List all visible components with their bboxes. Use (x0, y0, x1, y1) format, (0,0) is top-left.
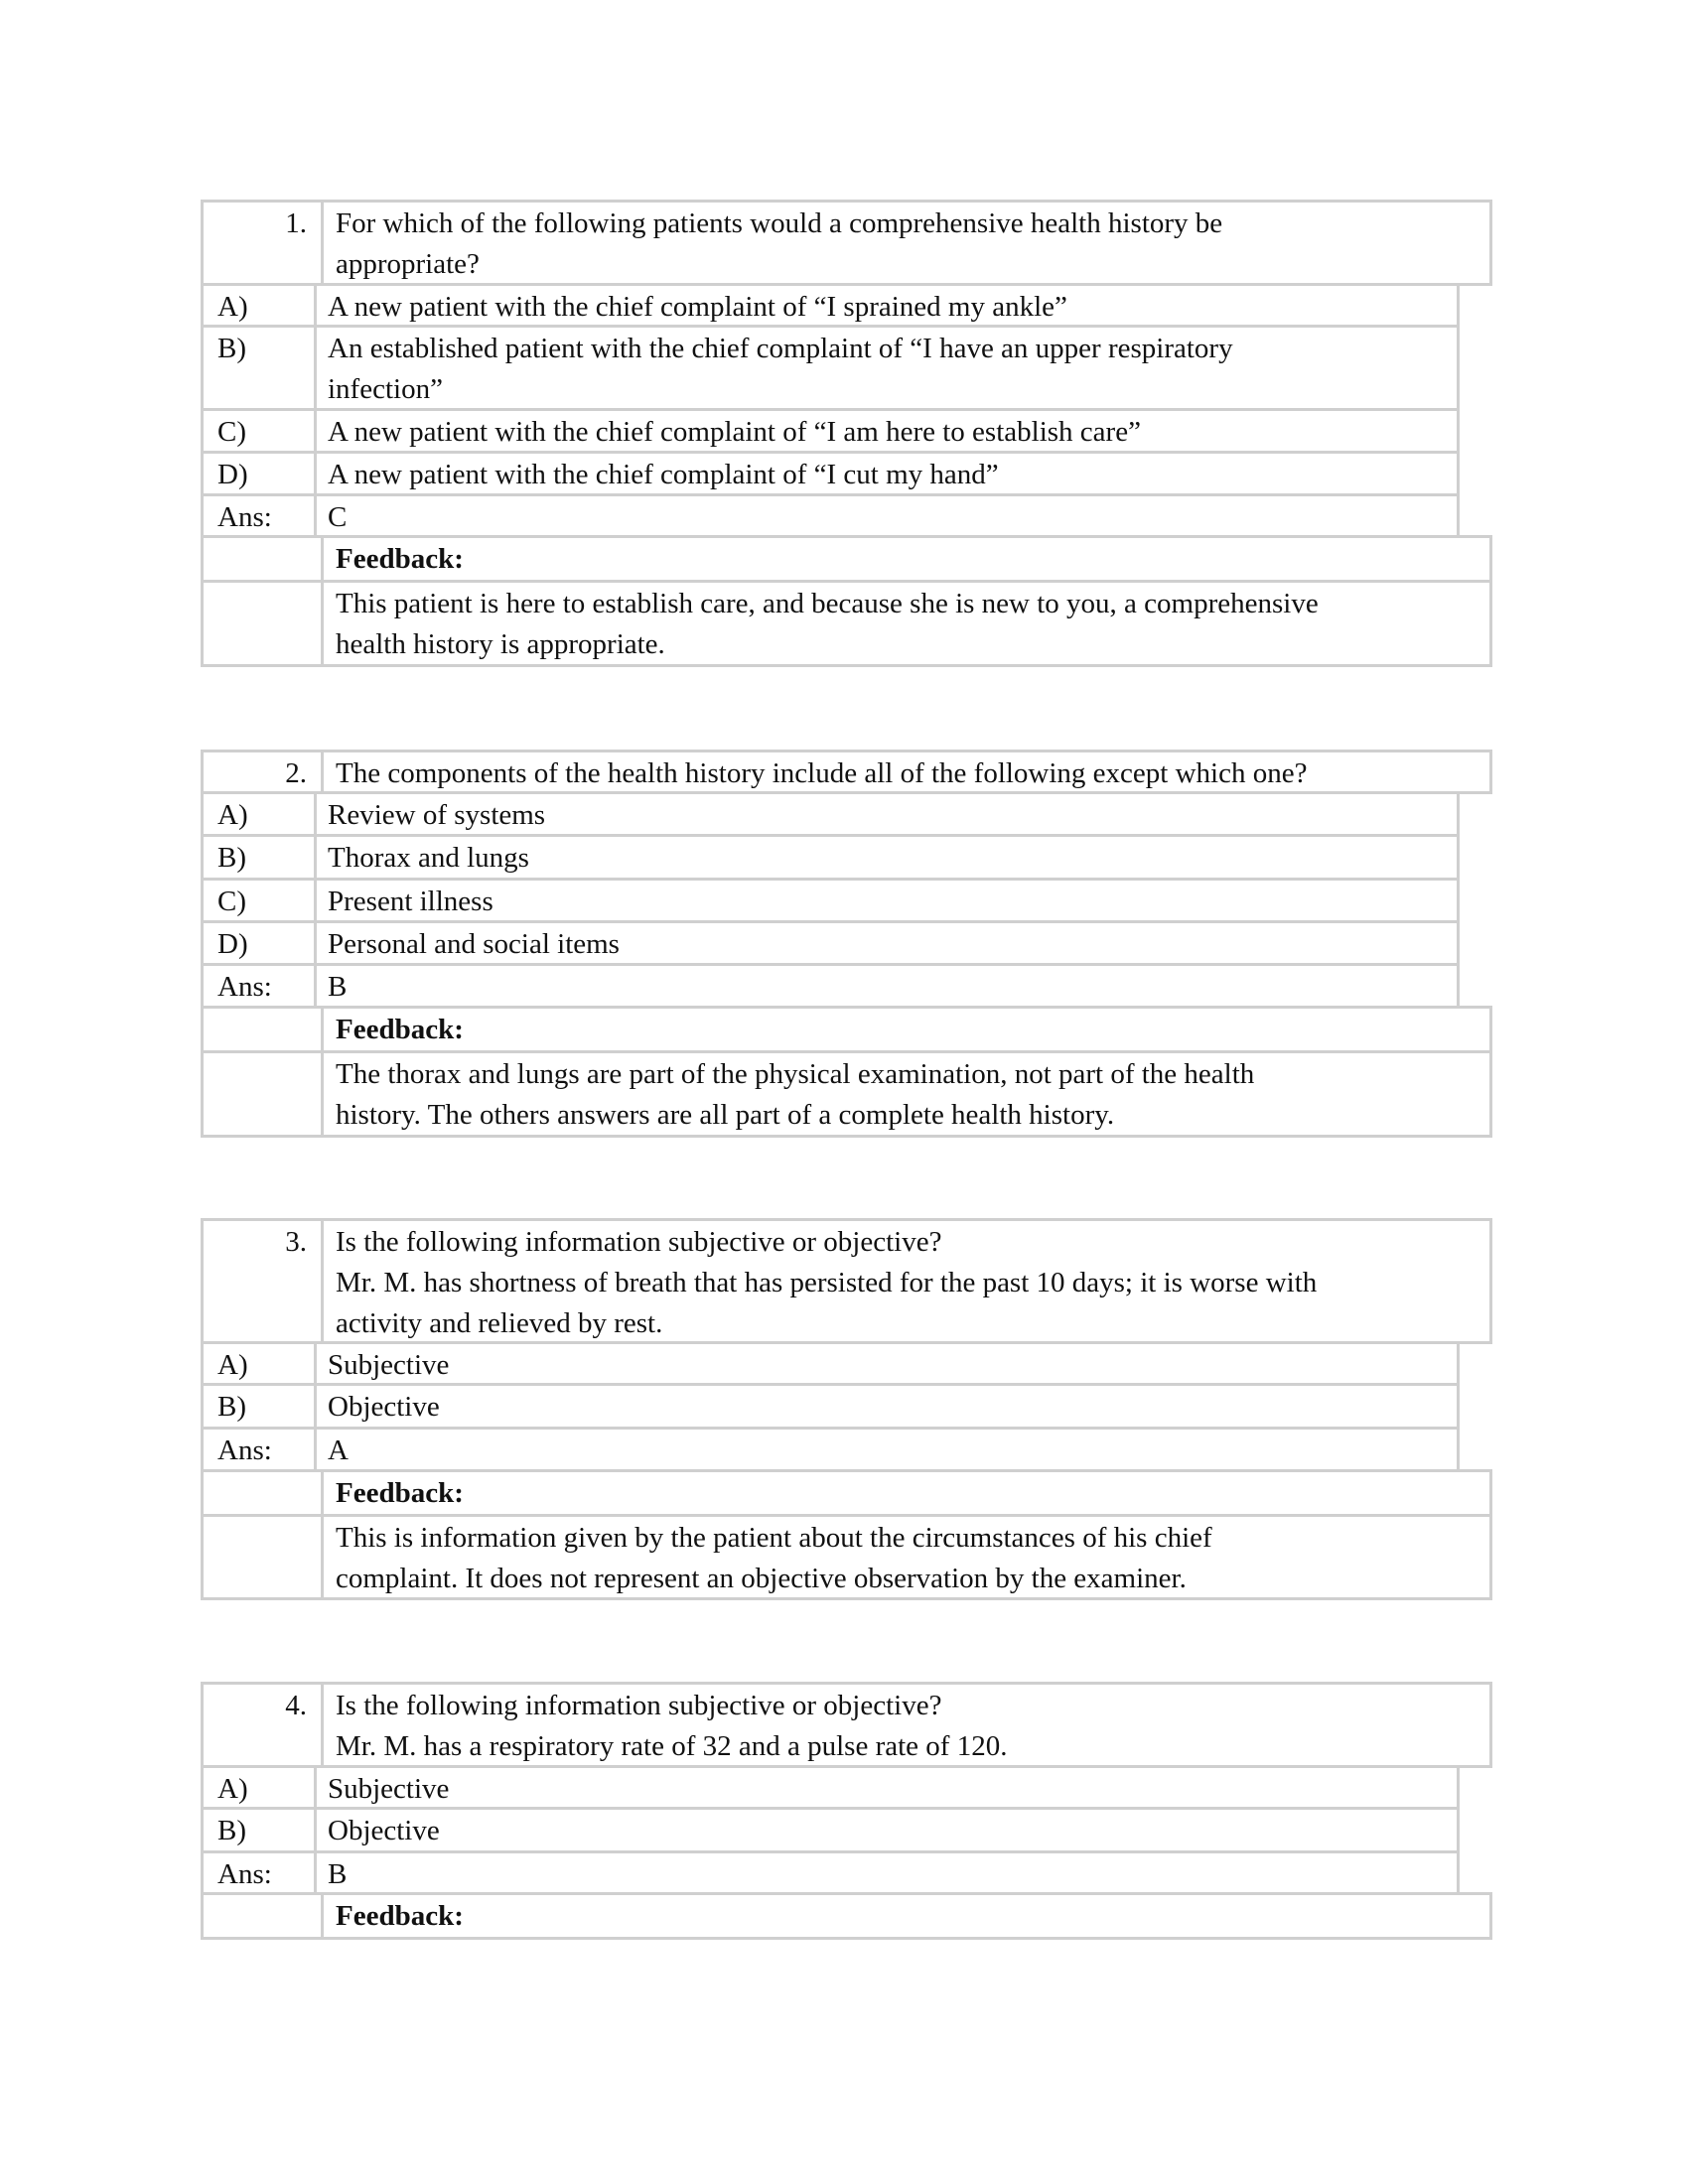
feedback-text-row (201, 1514, 1492, 1600)
question-number: 2. (204, 752, 324, 791)
feedback-empty-cell (204, 1009, 324, 1050)
feedback-empty-cell (204, 583, 324, 664)
option-text (317, 1810, 1457, 1850)
answer-row (201, 493, 1460, 538)
option-text (317, 881, 1457, 920)
answer-row (201, 1850, 1460, 1895)
option-row-b (201, 834, 1460, 881)
question-text (324, 752, 1489, 791)
question-row (201, 200, 1492, 286)
option-row-b (201, 1383, 1460, 1430)
feedback-label: Feedback: (336, 1014, 464, 1045)
option-line: Objective (328, 1391, 440, 1423)
question-text (324, 1221, 1489, 1341)
question-line: Mr. M. has shortness of breath that has persisted for the past 10 days; it is worse with (336, 1267, 1318, 1298)
option-label: C) (204, 881, 317, 920)
feedback-line: This is information given by the patient about the circumstances of his chief (336, 1522, 1212, 1554)
feedback-empty-cell (204, 1472, 324, 1514)
question-line: The components of the health history include all of the following except which one? (336, 757, 1308, 789)
question-line: activity and relieved by rest. (336, 1307, 663, 1339)
answer-label: Ans: (204, 1430, 317, 1469)
option-line: A new patient with the chief complaint of “I cut my hand” (328, 459, 999, 490)
option-label: D) (204, 454, 317, 493)
answer-row (201, 963, 1460, 1009)
answer-value: C (328, 501, 348, 533)
option-row-a (201, 791, 1460, 837)
feedback-line: complaint. It does not represent an objective observation by the examiner. (336, 1563, 1187, 1594)
option-line: A new patient with the chief complaint of “I sprained my ankle” (328, 291, 1067, 323)
option-label: B) (204, 1810, 317, 1850)
feedback-empty-cell (204, 538, 324, 580)
option-text (317, 837, 1457, 878)
question-line: For which of the following patients would a comprehensive health history be (336, 207, 1223, 239)
feedback-text (324, 583, 1489, 664)
question-row (201, 1218, 1492, 1344)
option-text (317, 1386, 1457, 1427)
option-line: Thorax and lungs (328, 842, 529, 874)
feedback-empty-cell (204, 1895, 324, 1937)
option-line: Personal and social items (328, 928, 620, 960)
feedback-empty-cell (204, 1517, 324, 1597)
feedback-label: Feedback: (336, 1477, 464, 1509)
option-row-a (201, 1765, 1460, 1810)
question-line: Mr. M. has a respiratory rate of 32 and a pulse rate of 120. (336, 1730, 1008, 1762)
question-line: Is the following information subjective or objective? (336, 1226, 942, 1258)
feedback-text (324, 1053, 1489, 1135)
option-row-c (201, 408, 1460, 454)
question-number: 3. (204, 1221, 324, 1341)
option-text (317, 286, 1457, 325)
option-text (317, 1344, 1457, 1383)
option-row-d (201, 920, 1460, 966)
answer-label: Ans: (204, 1853, 317, 1892)
question-line: appropriate? (336, 248, 480, 280)
feedback-header-row (201, 1006, 1492, 1053)
option-label: B) (204, 328, 317, 408)
option-label: B) (204, 837, 317, 878)
option-line: Review of systems (328, 799, 546, 831)
option-label: A) (204, 1344, 317, 1383)
option-text (317, 794, 1457, 834)
feedback-text-row (201, 1050, 1492, 1138)
feedback-header-row (201, 1469, 1492, 1517)
answer-row (201, 1427, 1460, 1472)
option-label: D) (204, 923, 317, 963)
question-line: Is the following information subjective or objective? (336, 1690, 942, 1721)
feedback-label: Feedback: (336, 543, 464, 575)
option-line: Present illness (328, 886, 493, 917)
option-label: A) (204, 286, 317, 325)
answer-value: B (328, 971, 348, 1003)
option-text (317, 454, 1457, 493)
option-label: B) (204, 1386, 317, 1427)
option-row-b (201, 1807, 1460, 1853)
feedback-line: The thorax and lungs are part of the physical examination, not part of the health (336, 1058, 1255, 1090)
option-text (317, 328, 1457, 408)
feedback-label: Feedback: (336, 1900, 464, 1932)
feedback-header-row (201, 1892, 1492, 1940)
option-text (317, 923, 1457, 963)
question-row (201, 1682, 1492, 1768)
option-row-b (201, 325, 1460, 411)
question-number: 1. (204, 203, 324, 283)
option-label: A) (204, 1768, 317, 1807)
feedback-line: health history is appropriate. (336, 628, 665, 660)
option-line: Subjective (328, 1349, 450, 1381)
feedback-text-row (201, 580, 1492, 667)
question-text (324, 203, 1489, 283)
feedback-text (324, 1517, 1489, 1597)
option-line: infection” (328, 373, 443, 405)
feedback-line: history. The others answers are all part of a complete health history. (336, 1099, 1115, 1131)
option-row-d (201, 451, 1460, 496)
feedback-line: This patient is here to establish care, and because she is new to you, a comprehensive (336, 588, 1319, 619)
option-line: Subjective (328, 1773, 450, 1805)
answer-value: A (328, 1434, 349, 1466)
option-label: C) (204, 411, 317, 451)
feedback-empty-cell (204, 1053, 324, 1135)
option-row-a (201, 283, 1460, 328)
answer-value: B (328, 1858, 348, 1890)
option-line: A new patient with the chief complaint of “I am here to establish care” (328, 416, 1141, 448)
option-line: An established patient with the chief complaint of “I have an upper respiratory (328, 333, 1233, 364)
option-row-a (201, 1341, 1460, 1386)
option-text (317, 1768, 1457, 1807)
option-text (317, 411, 1457, 451)
question-text (324, 1685, 1489, 1765)
option-line: Objective (328, 1815, 440, 1846)
option-row-c (201, 878, 1460, 923)
answer-label: Ans: (204, 966, 317, 1006)
question-row (201, 750, 1492, 794)
question-number: 4. (204, 1685, 324, 1765)
option-label: A) (204, 794, 317, 834)
feedback-header-row (201, 535, 1492, 583)
answer-label: Ans: (204, 496, 317, 535)
